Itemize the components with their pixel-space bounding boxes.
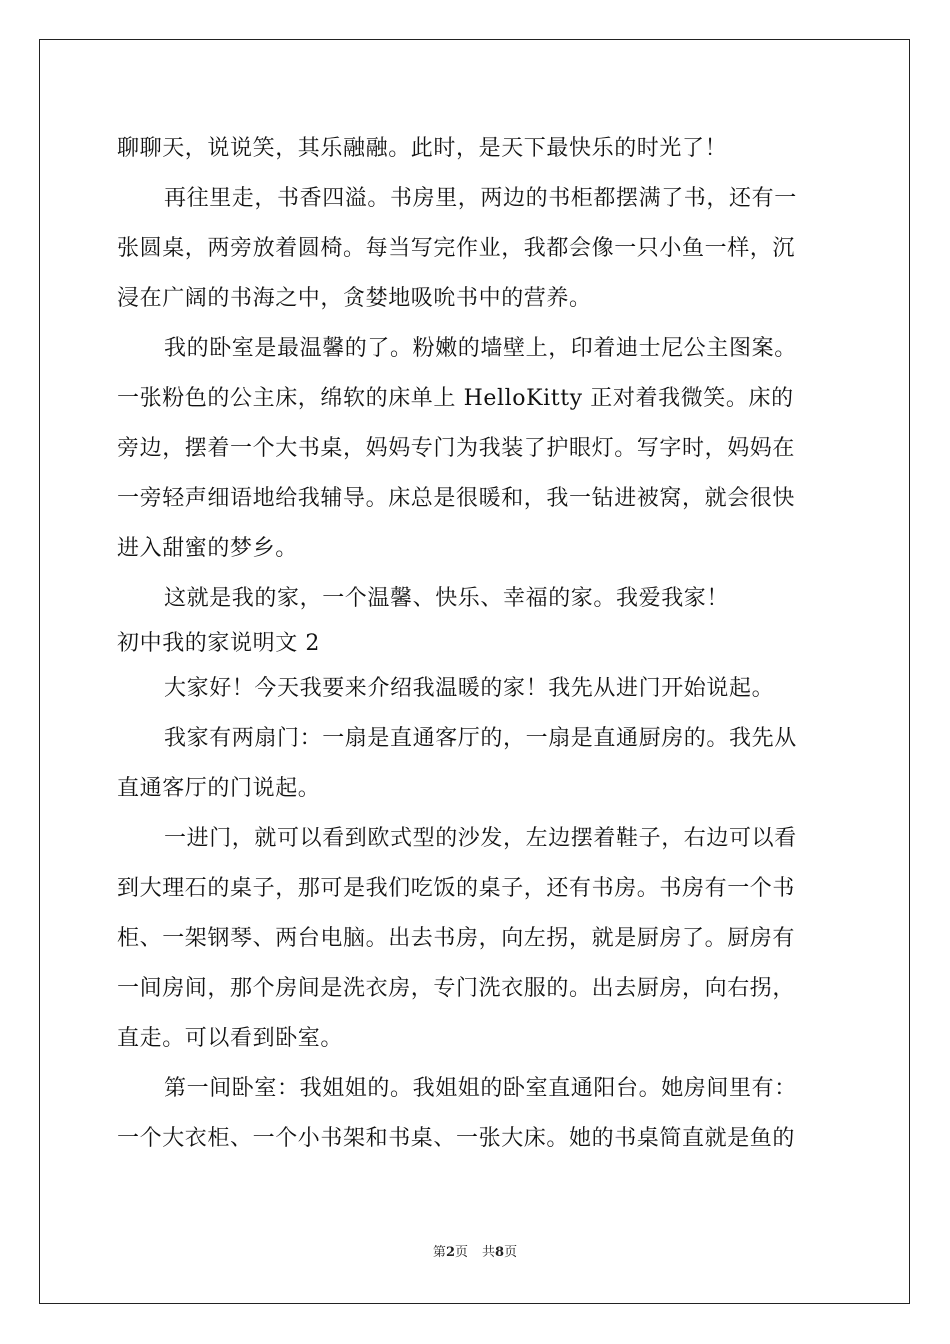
page-footer [0, 1241, 950, 1260]
text-line: 我家有两扇门：一扇是直通客厅的，一扇是直通厨房的。我先从 [164, 726, 797, 751]
text-line: 进入甜蜜的梦乡。 [117, 536, 298, 561]
text-line: 直走。可以看到卧室。 [117, 1026, 344, 1051]
text-line: 一个大衣柜、一个小书架和书桌、一张大床。她的书桌简直就是鱼的 [117, 1126, 796, 1151]
text-line: 一旁轻声细语地给我辅导。床总是很暖和，我一钻进被窝，就会很快 [117, 486, 796, 511]
page-suffix: 页 [454, 1245, 468, 1260]
total-prefix: 共 [482, 1245, 496, 1260]
text-line: 浸在广阔的书海之中，贪婪地吸吮书中的营养。 [117, 286, 592, 311]
text-line: 一间房间，那个房间是洗衣房，专门洗衣服的。出去厨房，向右拐， [117, 976, 796, 1001]
total-pages: 8 [495, 1245, 505, 1260]
text-line: 再往里走，书香四溢。书房里，两边的书柜都摆满了书，还有一 [164, 186, 797, 211]
text-line: 这就是我的家，一个温馨、快乐、幸福的家。我爱我家！ [164, 586, 730, 611]
text-line: 一张粉色的公主床，绵软的床单上 HelloKitty 正对着我微笑。床的 [117, 386, 794, 411]
text-line: 旁边，摆着一个大书桌，妈妈专门为我装了护眼灯。写字时，妈妈在 [117, 436, 796, 461]
total-suffix: 页 [504, 1245, 518, 1260]
text-line: 到大理石的桌子，那可是我们吃饭的桌子，还有书房。书房有一个书 [117, 876, 796, 901]
page-number: 2 [445, 1245, 455, 1260]
text-line: 我的卧室是最温馨的了。粉嫩的墙壁上，印着迪士尼公主图案。 [164, 336, 797, 361]
section-heading: 初中我的家说明文 2 [117, 631, 320, 656]
text-line: 大家好！今天我要来介绍我温暖的家！我先从进门开始说起。 [164, 676, 775, 701]
page-prefix: 第 [432, 1245, 446, 1260]
text-line: 柜、一架钢琴、两台电脑。出去书房，向左拐，就是厨房了。厨房有 [117, 926, 796, 951]
text-line: 张圆桌，两旁放着圆椅。每当写完作业，我都会像一只小鱼一样，沉 [117, 236, 796, 261]
text-line: 一进门，就可以看到欧式型的沙发，左边摆着鞋子，右边可以看 [164, 826, 797, 851]
text-line: 聊聊天，说说笑，其乐融融。此时，是天下最快乐的时光了！ [117, 136, 728, 161]
text-line: 第一间卧室：我姐姐的。我姐姐的卧室直通阳台。她房间里有： [164, 1076, 797, 1101]
text-line: 直通客厅的门说起。 [117, 776, 321, 801]
document-body [117, 124, 833, 1164]
